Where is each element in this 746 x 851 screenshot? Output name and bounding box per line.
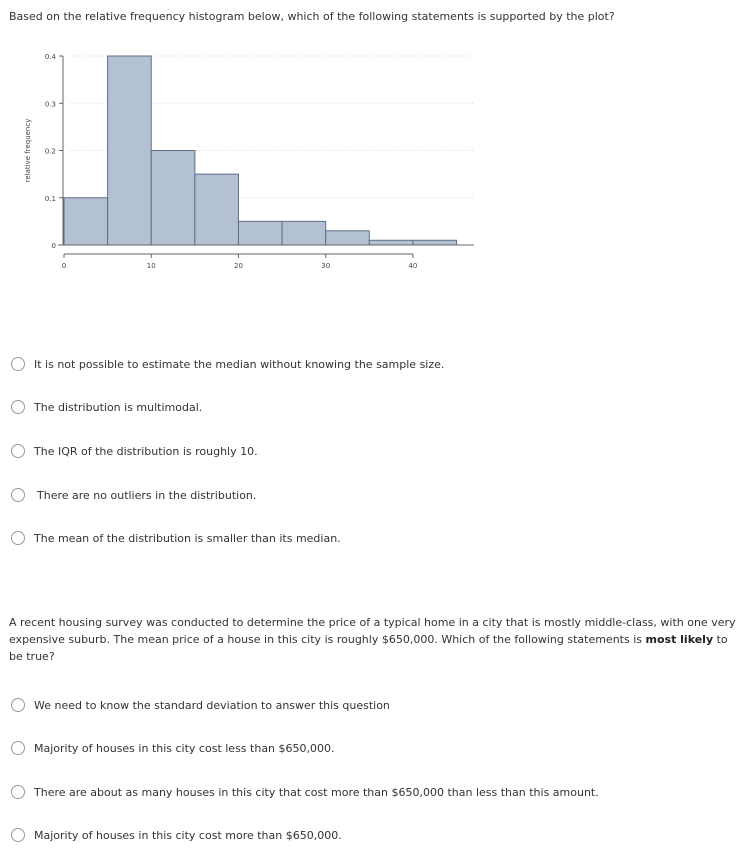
radio-button[interactable] — [11, 698, 25, 712]
option-label: Majority of houses in this city cost more than $650,000. — [34, 828, 342, 842]
q1-option-4[interactable] — [11, 487, 256, 503]
radio-button[interactable] — [11, 357, 25, 371]
q1-option-5[interactable] — [11, 530, 341, 546]
question-2-text-end: to be true? — [9, 633, 728, 663]
q1-option-3[interactable] — [11, 443, 258, 459]
x-tick-label: 0 — [61, 262, 67, 270]
option-label: Majority of houses in this city cost less than $650,000. — [34, 741, 335, 755]
x-tick-label: 40 — [408, 262, 418, 270]
option-label: The distribution is multimodal. — [34, 400, 203, 414]
radio-button[interactable] — [11, 444, 25, 458]
histogram-svg — [22, 44, 492, 284]
radio-button[interactable] — [11, 828, 25, 842]
radio-button[interactable] — [11, 400, 25, 414]
option-label: There are about as many houses in this city that cost more than $650,000 than less than this amount. — [34, 785, 599, 799]
x-tick-label: 20 — [234, 262, 243, 270]
histogram-chart — [22, 44, 492, 284]
radio-button[interactable] — [11, 785, 25, 799]
histogram-bar — [282, 221, 326, 245]
histogram-bar — [108, 56, 152, 245]
q2-option-4[interactable] — [11, 827, 342, 843]
q1-option-2[interactable] — [11, 399, 202, 415]
x-tick-label: 30 — [321, 262, 331, 270]
histogram-bar — [195, 174, 239, 245]
q2-option-1[interactable] — [11, 697, 390, 713]
histogram-bar — [238, 221, 282, 245]
histogram-bar — [413, 240, 457, 245]
question-1-prompt: Based on the relative frequency histogram below, which of the following statements is supported by the plot? — [9, 10, 615, 23]
option-label: It is not possible to estimate the median without knowing the sample size. — [34, 357, 445, 371]
radio-button[interactable] — [11, 531, 25, 545]
question-2-text: A recent housing survey was conducted to determine the price of a typical home in a city that is mostly middle-class, with one very expensive suburb. The mean price of a house in this city is roughly $650,000. Which of the following statements is — [9, 616, 736, 646]
histogram-bar — [64, 198, 108, 245]
q2-option-2[interactable] — [11, 740, 335, 756]
y-tick-label: 0.4 — [44, 53, 56, 61]
histogram-bar — [326, 231, 370, 245]
histogram-bar — [151, 151, 195, 246]
question-2-prompt — [9, 614, 736, 665]
option-label: We need to know the standard deviation to answer this question — [34, 698, 390, 712]
y-tick-label: 0.3 — [44, 100, 56, 109]
q1-option-1[interactable] — [11, 356, 444, 372]
question-2-emphasis: most likely — [645, 633, 714, 646]
histogram-bar — [369, 240, 413, 245]
y-axis-label: relative frequency — [24, 118, 32, 183]
option-label: The mean of the distribution is smaller than its median. — [34, 531, 341, 545]
y-tick-label: 0.1 — [44, 194, 56, 203]
option-label: There are no outliers in the distribution. — [37, 488, 257, 502]
y-tick-label: 0.2 — [44, 147, 56, 156]
option-label: The IQR of the distribution is roughly 10. — [34, 444, 258, 458]
y-tick-label: 0 — [51, 242, 56, 250]
radio-button[interactable] — [11, 488, 25, 502]
x-tick-label: 10 — [146, 262, 156, 270]
q2-option-3[interactable] — [11, 784, 599, 800]
radio-button[interactable] — [11, 741, 25, 755]
